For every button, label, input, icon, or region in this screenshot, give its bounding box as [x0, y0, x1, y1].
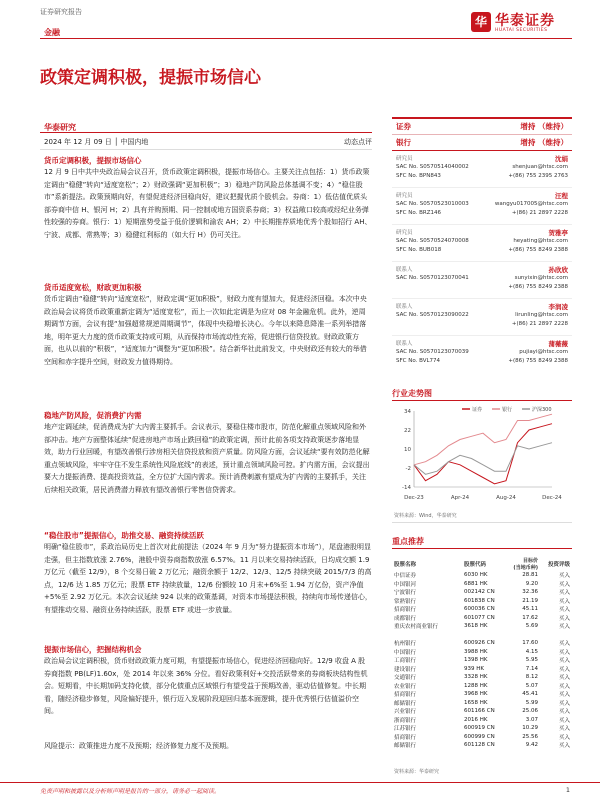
table-cell: 买入 [558, 717, 570, 724]
table-cell [540, 631, 572, 640]
table-cell: 买入 [558, 573, 570, 580]
table-cell: 9.42 [525, 742, 538, 749]
table-cell: 买入 [558, 666, 570, 673]
section-body-5: 政治局会议定调积极，货币财政政策力度可期，有望提振市场信心，促进经济回稳向好。12/9 收盘 A 股券商指数 PB(LF)1.60x，处 2014 年以来 36% 分位。看好政策利好+交投活跃带来的券商板块结构性机会。短期看，中长期加码支持化债，部分化债重点区域银行有望受益于预期改善，驱动估值修复。中长期看，随经济稳步修复，风险偏好提升，银行迈入发展阶段迎回归基本面逻辑，提升优秀银行估值溢价空间。 [44, 657, 368, 715]
analyst-name: 汪程 [555, 192, 568, 200]
table-cell: 9.20 [525, 580, 538, 587]
table-cell: 32.36 [522, 589, 538, 596]
table-cell: 买入 [558, 581, 570, 588]
table-cell: 5.07 [525, 682, 538, 689]
table-cell: 兴业银行 [394, 709, 417, 716]
table-cell: 4.15 [525, 648, 538, 655]
table-cell: 买入 [558, 649, 570, 656]
table-cell: 5.99 [525, 699, 538, 706]
rec-rule [392, 548, 572, 549]
table-row [392, 588, 572, 597]
table-cell: 重庆农村商业银行 [394, 624, 439, 631]
table-cell: 买入 [558, 624, 570, 631]
table-cell: 939 HK [464, 665, 484, 672]
table-row [392, 673, 572, 682]
analyst-sac: SAC No. S0570123090022 [396, 312, 469, 318]
table-cell: 买入 [558, 590, 570, 597]
col-header: 股票代码 [464, 562, 487, 568]
table-cell [462, 631, 502, 640]
table-cell: 买入 [558, 641, 570, 648]
table-cell: 002142 CN [464, 589, 495, 596]
section-heading-4: “稳住股市”提振信心，助推交易、融资持续活跃 [44, 531, 204, 540]
team-label: 华泰研究 [44, 123, 76, 132]
analyst-sac: SAC No. S0570123070039 [396, 349, 469, 355]
report-title: 政策定调积极，提振市场信心 [40, 68, 261, 88]
legend-label: 沪深300 [532, 407, 552, 413]
sector-label: 金融 [44, 28, 60, 37]
analyst-name: 贺雅亭 [548, 229, 568, 237]
table-cell [392, 631, 462, 640]
analyst-phone: +(86) 755 8249 2388 [508, 284, 568, 290]
report-date: 2024 年 12 月 09 日 │ 中国内地 [44, 138, 149, 146]
table-cell: 农业银行 [394, 683, 417, 690]
table-cell: 2016 HK [464, 716, 488, 723]
table-cell: 600919 CN [464, 725, 495, 732]
analyst-sfc: SFC No. BPN843 [396, 173, 441, 179]
analyst-role: 研究员 [396, 230, 413, 236]
table-cell: 1658 HK [464, 699, 488, 706]
trend-rule [392, 400, 572, 401]
x-tick-label: Apr-24 [450, 495, 470, 501]
table-cell: 25.06 [522, 708, 538, 715]
table-cell: 45.11 [522, 606, 538, 613]
analyst-name: 蒲薇薇 [548, 340, 568, 348]
table-row [392, 614, 572, 623]
analyst-role: 研究员 [396, 156, 413, 162]
table-cell: 601128 CN [464, 742, 495, 749]
footer-disclaimer: 免责声明和披露以及分析师声明是报告的一部分，请务必一起阅读。 [40, 788, 221, 795]
analyst-email[interactable]: wangyu017005@htsc.com [494, 201, 568, 207]
rating-rule-top [392, 117, 572, 119]
analyst-name: 孙欣欣 [548, 266, 568, 274]
rating-value: 增持 （维持） [520, 122, 568, 131]
table-row [392, 665, 572, 674]
table-cell: 5.95 [525, 657, 538, 664]
table-row [392, 682, 572, 691]
analyst-divider [392, 261, 572, 262]
section-body-4: 明确“稳住股市”，系政治局历史上首次对此前提法（2024 年 9 月为“努力提振资本市场”），尾盘港股明显走强，但主指数放涨 2.76%，港股中资券商指数放涨 6.57%。11 月以来交易持续活跃，日均成交额 1.9 万亿元（截至 12/9），8 个交易日破 2 万亿元；融资余额于 12/2、12/3、12/5 持续突破 2015/7/3 的高点，12/6 达 1.85 万亿元；股票 ETF 持续放量，12/6 份额较 10 月末+6%至 1.94 万亿份，资产净值+5%至 2.92 万亿元。本次会议延续 924 以来的政策基调，对资本市场提法积极，持续向市场传递信心，有望推动交易、融资业务持续活跃，股票 ETF 或进一步放量。 [44, 543, 372, 614]
table-cell: 买入 [558, 726, 570, 733]
x-tick-label: Dec-24 [542, 495, 562, 501]
table-cell: 21.19 [522, 597, 538, 604]
y-tick-label: 22 [404, 428, 411, 434]
table-cell: 招商银行 [394, 734, 417, 741]
table-row [392, 690, 572, 699]
footer-rule [0, 782, 600, 783]
table-cell: 买入 [558, 658, 570, 665]
section-heading-5: 提振市场信心，把握结构机会 [44, 645, 142, 654]
trend-rule-bottom [392, 522, 572, 523]
trend-heading: 行业走势图 [392, 389, 432, 398]
analyst-divider [392, 335, 572, 336]
table-cell [502, 631, 540, 640]
table-cell: 17.60 [522, 640, 538, 647]
table-cell: 邮储银行 [394, 743, 417, 750]
table-cell: 招商银行 [394, 692, 417, 699]
y-tick-label: 34 [404, 409, 411, 415]
table-cell: 杭州银行 [394, 641, 417, 648]
col-header: 目标价 (当地币种) [513, 558, 538, 571]
y-tick-label: -14 [402, 485, 411, 491]
table-cell: 7.14 [525, 665, 538, 672]
table-cell: 17.62 [522, 614, 538, 621]
analyst-sac: SAC No. S0570123070041 [396, 275, 469, 281]
analyst-phone: +(86) 21 2897 2228 [511, 321, 568, 327]
analyst-card [392, 154, 572, 184]
analyst-email[interactable]: shenjuan@htsc.com [512, 164, 568, 170]
table-header-row [392, 557, 572, 571]
table-cell: 10.29 [522, 725, 538, 732]
table-cell: 600926 CN [464, 640, 495, 647]
table-cell: 8.12 [525, 674, 538, 681]
rating-sector-name: 银行 [396, 138, 411, 147]
analyst-phone: +(86) 755 8249 2388 [508, 247, 568, 253]
analyst-divider [392, 224, 572, 225]
y-tick-label: -2 [405, 466, 411, 472]
table-row [392, 631, 572, 640]
analyst-name: 李润凌 [548, 303, 568, 311]
analyst-card [392, 265, 572, 295]
analyst-name: 沈娟 [555, 155, 568, 163]
table-cell: 邮储银行 [394, 700, 417, 707]
analyst-sfc: SFC No. BRZ146 [396, 210, 441, 216]
rating-divider [392, 134, 572, 135]
table-cell: 工商银行 [394, 658, 417, 665]
risk-note: 风险提示：政策推进力度不及预期；经济修复力度不及预期。 [44, 742, 233, 750]
table-cell: 3618 HK [464, 623, 488, 630]
table-cell: 交通银行 [394, 675, 417, 682]
meta-rule [40, 132, 372, 133]
analyst-card [392, 339, 572, 369]
trend-chart [392, 403, 572, 503]
analyst-sfc: SFC No. BVL774 [396, 358, 441, 364]
analyst-phone: +(86) 755 2395 2763 [508, 173, 568, 179]
analyst-phone: +(86) 755 8249 2388 [508, 358, 568, 364]
col-header: 投资评级 [547, 562, 570, 568]
table-cell: 3328 HK [464, 674, 488, 681]
table-row [392, 707, 572, 716]
rating-rule-bottom [392, 150, 572, 151]
table-cell: 买入 [558, 743, 570, 750]
analyst-role: 联系人 [396, 341, 413, 347]
recommendation-table [392, 557, 572, 750]
table-row [392, 571, 572, 580]
logo-mark-icon: 华 [471, 12, 491, 32]
table-cell: 28.81 [522, 572, 538, 579]
analyst-email[interactable]: heyating@htsc.com [513, 238, 568, 244]
section-body-3: 地产定调延续，促消费成为扩大内需主要抓手。会议表示，要稳住楼市股市，防范化解重点领域风险和外部冲击。地产方面整体延续“促进房地产市场止跌回稳”的政策定调，预计此前各项支持政策逐步落地显效，助力行业回暖，有望改善银行涉房相关信贷投放和资产质量。防风险方面，会议延续“要有效防范化解重点领域风险，牢牢守住不发生系统性风险底线”的表述，预计重点领域风险可控。扩内需方面，会议提出要大力提振消费、提高投资效益，全方位扩大国内需求。预计消费刺激有望成为扩内需的主要抓手，关注后续相关政策，居民消费潜力释放有望改善银行零售信贷需求。 [44, 423, 370, 494]
series-line-1 [414, 414, 552, 465]
table-cell: 3.07 [525, 716, 538, 723]
table-cell: 常熟银行 [394, 598, 417, 605]
table-cell: 1288 HK [464, 682, 488, 689]
table-row [392, 622, 572, 631]
trend-source: 资料来源：Wind，华泰研究 [394, 513, 457, 519]
table-cell: 江苏银行 [394, 726, 417, 733]
x-tick-label: Dec-23 [404, 495, 424, 501]
table-cell: 宁波银行 [394, 590, 417, 597]
table-row [392, 597, 572, 606]
analyst-phone: +(86) 21 2897 2228 [511, 210, 568, 216]
table-cell: 买入 [558, 734, 570, 741]
analyst-card [392, 302, 572, 332]
table-cell: 招商银行 [394, 607, 417, 614]
rating-row-banks [392, 136, 572, 149]
table-cell: 买入 [558, 692, 570, 699]
analyst-card [392, 191, 572, 221]
table-cell: 买入 [558, 598, 570, 605]
table-row [392, 639, 572, 648]
top-rule [40, 38, 572, 39]
legend-label: 证券 [472, 407, 483, 413]
table-cell: 1398 HK [464, 657, 488, 664]
table-cell: 买入 [558, 700, 570, 707]
table-row [392, 716, 572, 725]
table-cell: 600999 CN [464, 733, 495, 740]
logo [471, 10, 571, 34]
section-heading-3: 稳地产防风险，促消费扩内需 [44, 411, 142, 420]
table-cell: 买入 [558, 615, 570, 622]
analyst-sac: SAC No. S0570523010003 [396, 201, 469, 207]
table-row [392, 724, 572, 733]
table-cell: 浙商银行 [394, 717, 417, 724]
analyst-sac: SAC No. S0570514040002 [396, 164, 469, 170]
table-row [392, 648, 572, 657]
table-cell: 6881 HK [464, 580, 488, 587]
table-row [392, 699, 572, 708]
analyst-role: 研究员 [396, 193, 413, 199]
analyst-role: 联系人 [396, 267, 413, 273]
analyst-divider [392, 187, 572, 188]
rating-sector-name: 证券 [396, 122, 411, 131]
logo-text: 华泰证券 [495, 13, 555, 29]
table-cell: 601077 CN [464, 614, 495, 621]
rec-heading: 重点推荐 [392, 537, 424, 546]
table-cell: 45.41 [522, 691, 538, 698]
table-cell: 中信证券 [394, 573, 417, 580]
table-cell: 601838 CN [464, 597, 495, 604]
section-heading-1: 货币定调积极，提振市场信心 [44, 156, 142, 165]
series-line-2 [414, 443, 552, 475]
report-type: 动态点评 [344, 138, 372, 146]
table-cell: 5.69 [525, 623, 538, 630]
analyst-divider [392, 298, 572, 299]
section-body-1: 12 月 9 日中共中央政治局会议召开，货币政策定调积极，提振市场信心。主要关注点包括：1）货币政策定调由“稳健”转向“适度宽松”；2）财政强调“更加积极”；3）稳地产防风险总体基调不变；4）“稳住股市”系新提法。政策预期向好，有望促进经济回稳向好，建议把握优质个股机会。券商：1）低估值优质头部券商中信 H、银河 H；2）具有并购预期、同一控制或地方国资系券商；3）权益敞口较高或经纪业务弹性较强的券商。银行：1）短期涨势受益于低价逻辑和渝农 AH；2）中长期推荐质地优秀个股如招行 AH、宁波、成都、常熟等；3）稳健红利标的（如大行 H）仍可关注。 [44, 168, 372, 239]
doc-type: 证券研究报告 [40, 8, 82, 16]
table-cell: 成都银行 [394, 615, 417, 622]
table-cell: 3968 HK [464, 691, 488, 698]
table-row [392, 733, 572, 742]
analyst-card [392, 228, 572, 258]
rating-row-securities [392, 120, 572, 133]
table-row [392, 580, 572, 589]
table-cell: 买入 [558, 709, 570, 716]
page-number: 1 [565, 786, 570, 794]
analyst-email[interactable]: pujiayi@htsc.com [519, 349, 568, 355]
analyst-email[interactable]: sunyixin@htsc.com [514, 275, 568, 281]
table-cell: 买入 [558, 683, 570, 690]
rating-value: 增持 （维持） [520, 138, 568, 147]
section-heading-2: 货币适度宽松，财政更加积极 [44, 283, 142, 292]
table-cell: 买入 [558, 607, 570, 614]
table-cell: 中国银行 [394, 649, 417, 656]
analyst-sfc: SFC No. BUB018 [396, 247, 442, 253]
table-cell: 3988 HK [464, 648, 488, 655]
x-tick-label: Aug-24 [496, 495, 516, 501]
table-cell: 25.56 [522, 733, 538, 740]
table-cell: 6030 HK [464, 572, 488, 579]
table-cell: 建设银行 [394, 666, 417, 673]
table-row [392, 605, 572, 614]
legend-label: 银行 [502, 407, 513, 413]
analyst-sac: SAC No. S0570524070008 [396, 238, 469, 244]
rec-source: 资料来源：华泰研究 [394, 769, 440, 775]
meta-rule-bottom [40, 149, 372, 150]
table-cell: 买入 [558, 675, 570, 682]
table-row [392, 656, 572, 665]
col-header: 股票名称 [394, 562, 417, 568]
table-cell: 600036 CN [464, 606, 495, 613]
analyst-email[interactable]: lirunling@htsc.com [515, 312, 568, 318]
logo-subtext: HUATAI SECURITIES [495, 28, 548, 33]
analyst-role: 联系人 [396, 304, 413, 310]
y-tick-label: 10 [404, 447, 411, 453]
section-body-2: 货币定调由“稳健”转向“适度宽松”，财政定调“更加积极”，财政力度有望加大，促进经济回稳。本次中央政治局会议将货币政策重新定调为“适度宽松”，而上一次如此定调是为应对 08 年金融危机。此外，逆周期调节方面，会议有提“加强超常规逆周期调节”，体现中央稳增长决心。今年以来降息降准一系列举措落地，明年更大力度的货币政策支持或可期，从而保持市场流动性充裕，促进银行信贷投放。财政政策方面，也从以前的“积极”，“适度加力”调整为“更加积极”。结合新华社此前发文，中央财政还有较大的举借空间和赤字提升空间，财政发力值得期待。 [44, 295, 367, 366]
table-row [392, 741, 572, 750]
table-cell: 601166 CN [464, 708, 495, 715]
table-cell: 中国银河 [394, 581, 417, 588]
